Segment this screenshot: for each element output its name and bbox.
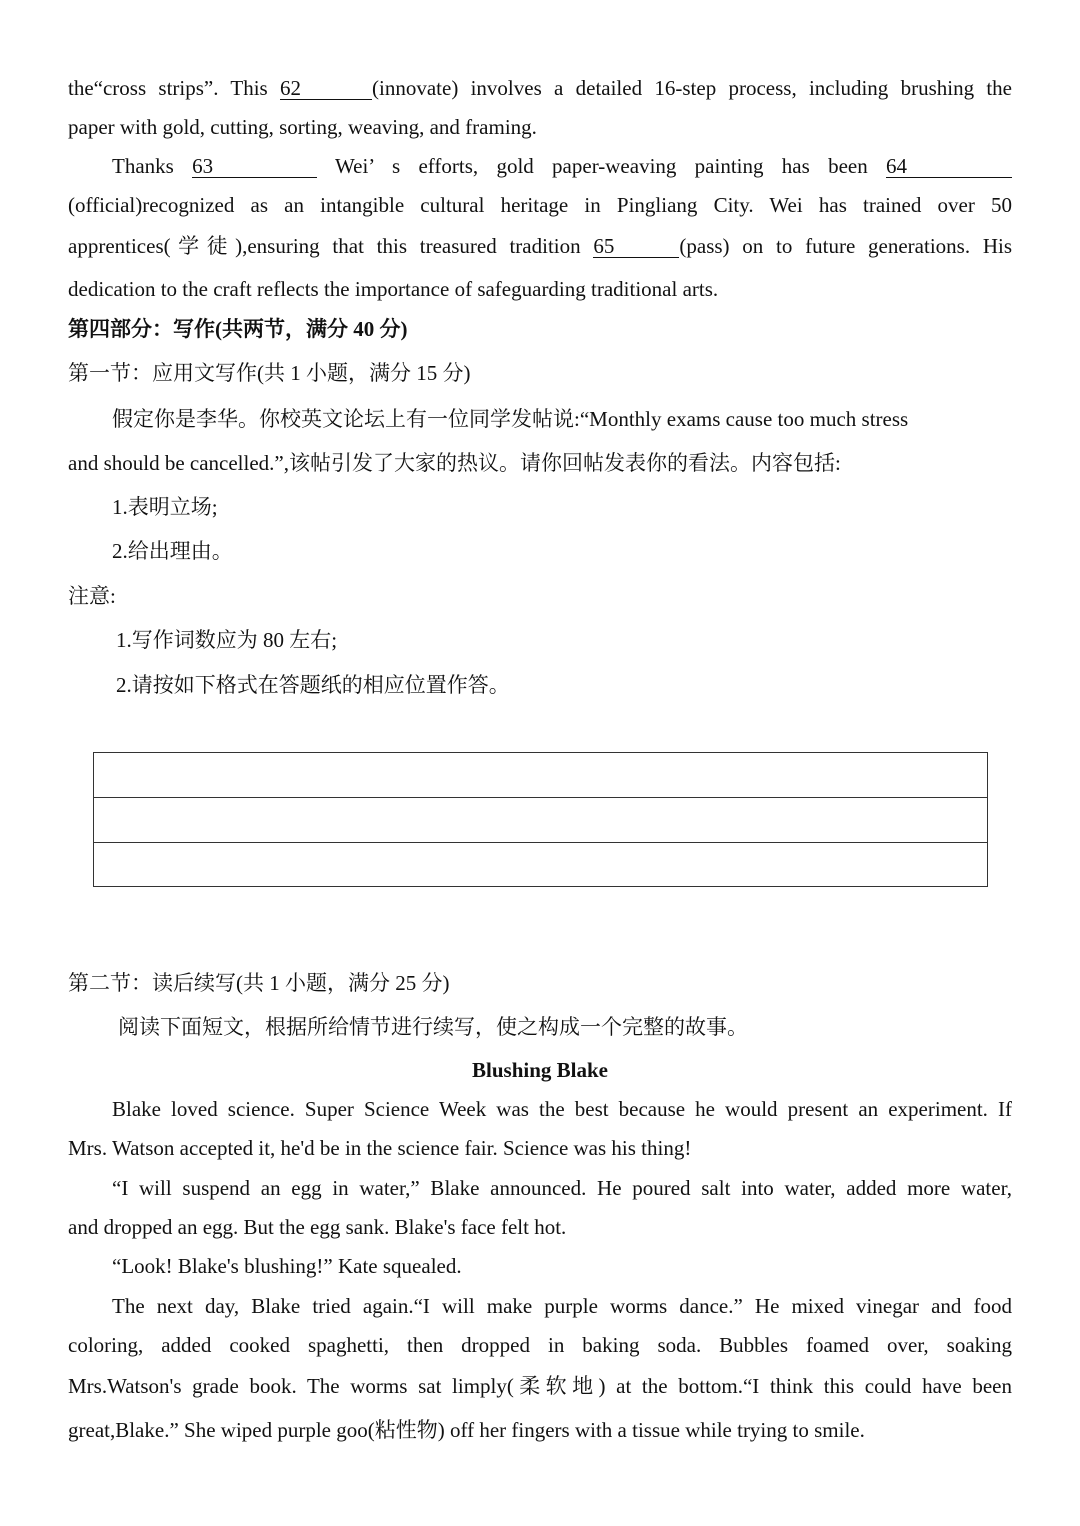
blank-62[interactable]: 62	[280, 77, 372, 100]
content-item-1: 1.表明立场;	[112, 495, 218, 519]
text-segment: Thanks	[112, 154, 174, 178]
section1-prompt-line-1: 假定你是李华。你校英文论坛上有一位同学发帖说:“Monthly exams cause too much stress	[112, 407, 909, 431]
note-item-1: 1.写作词数应为 80 左右;	[116, 628, 338, 652]
blank-63[interactable]: 63	[192, 155, 317, 178]
story-line: Blake loved science. Super Science Week was the best because he would present an experiment. If	[112, 1097, 1012, 1121]
passage-line-5	[68, 233, 1012, 259]
story-line: “Look! Blake's blushing!” Kate squealed.	[112, 1254, 462, 1278]
story-line: great,Blake.” She wiped purple goo(粘性物) off her fingers with a tissue while trying to smile.	[68, 1418, 865, 1442]
story-line: Mrs.Watson's grade book. The worms sat limply(柔软地) at the bottom.“I think this could have been	[68, 1374, 1012, 1398]
text-segment: Wei’ s efforts, gold paper-weaving painting has been	[335, 154, 868, 178]
text-segment: (pass) on to future generations. His	[679, 234, 1012, 258]
text-segment: the“cross strips”. This	[68, 76, 268, 100]
story-line: and dropped an egg. But the egg sank. Blake's face felt hot.	[68, 1215, 567, 1239]
story-line: coloring, added cooked spaghetti, then dropped in baking soda. Bubbles foamed over, soaking	[68, 1333, 1012, 1357]
passage-line-6: dedication to the craft reflects the importance of safeguarding traditional arts.	[68, 277, 719, 301]
content-item-2: 2.给出理由。	[112, 539, 233, 563]
section1-heading: 第一节：应用文写作(共 1 小题，满分 15 分)	[68, 361, 471, 385]
section2-heading: 第二节：读后续写(共 1 小题，满分 25 分)	[68, 971, 450, 995]
part4-heading: 第四部分：写作(共两节，满分 40 分)	[68, 317, 408, 341]
answer-box	[93, 752, 988, 887]
passage-line-1	[68, 75, 1012, 101]
answer-line[interactable]	[94, 798, 987, 843]
answer-line[interactable]	[94, 753, 987, 798]
note-item-2: 2.请按如下格式在答题纸的相应位置作答。	[116, 673, 510, 697]
blank-64[interactable]: 64	[886, 155, 1012, 178]
story-title: Blushing Blake	[472, 1058, 608, 1082]
section1-prompt-line-2: and should be cancelled.”,该帖引发了大家的热议。请你回帖发表你的看法。内容包括:	[68, 451, 841, 475]
passage-line-3	[112, 153, 1012, 179]
text-segment: apprentices(学徒),ensuring that this treasured tradition	[68, 234, 581, 258]
blank-65[interactable]: 65	[593, 235, 679, 258]
text-segment: (innovate) involves a detailed 16-step process, including brushing the	[372, 76, 1013, 100]
note-label: 注意:	[68, 584, 116, 608]
answer-line[interactable]	[94, 843, 987, 888]
story-line: Mrs. Watson accepted it, he'd be in the science fair. Science was his thing!	[68, 1136, 692, 1160]
story-line: “I will suspend an egg in water,” Blake announced. He poured salt into water, added more water,	[112, 1176, 1012, 1200]
section2-instruction: 阅读下面短文，根据所给情节进行续写，使之构成一个完整的故事。	[118, 1015, 748, 1039]
story-line: The next day, Blake tried again.“I will make purple worms dance.” He mixed vinegar and food	[112, 1294, 1012, 1318]
passage-line-4: (official)recognized as an intangible cultural heritage in Pingliang City. Wei has trained over 50	[68, 193, 1012, 217]
passage-line-2: paper with gold, cutting, sorting, weaving, and framing.	[68, 115, 537, 139]
